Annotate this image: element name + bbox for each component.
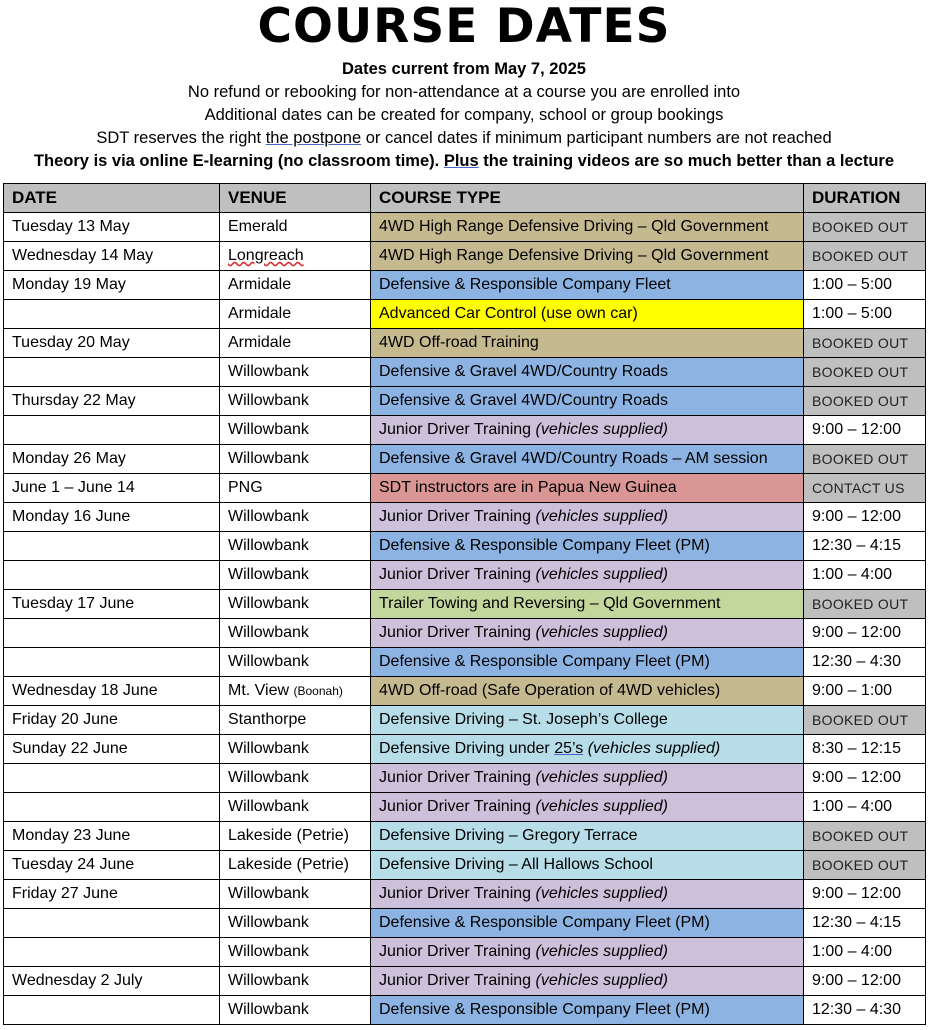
intro-postpone-a: SDT reserves the right	[96, 129, 266, 147]
venue-name: Mt. View	[228, 682, 294, 699]
cell-venue	[220, 851, 371, 880]
cell-date: Wednesday 2 July	[4, 967, 220, 996]
table-row	[4, 764, 926, 793]
table-row	[4, 677, 926, 706]
table-row	[4, 938, 926, 967]
course-name: Defensive & Gravel 4WD/Country Roads	[379, 363, 668, 380]
course-note: (vehicles supplied)	[583, 740, 721, 757]
venue-name: Willowbank	[228, 885, 309, 902]
table-body	[4, 213, 926, 1025]
venue-name: Willowbank	[228, 595, 309, 612]
cell-course-type	[371, 271, 804, 300]
cell-duration: 9:00 – 12:00	[804, 880, 926, 909]
cell-course-type	[371, 416, 804, 445]
cell-course-type	[371, 532, 804, 561]
course-name: Advanced Car Control (use own car)	[379, 305, 638, 322]
intro-theory-a: Theory is via online E-learning (no classroom time).	[33, 152, 444, 170]
venue-name: Willowbank	[228, 566, 309, 583]
cell-date	[4, 764, 220, 793]
cell-date: Tuesday 13 May	[4, 213, 220, 242]
table-row	[4, 590, 926, 619]
cell-duration: 1:00 – 4:00	[804, 561, 926, 590]
course-note: (vehicles supplied)	[535, 885, 669, 902]
cell-date: Monday 26 May	[4, 445, 220, 474]
course-note: (vehicles supplied)	[535, 798, 669, 815]
cell-date: Tuesday 17 June	[4, 590, 220, 619]
cell-duration: 12:30 – 4:15	[804, 909, 926, 938]
cell-date: Friday 27 June	[4, 880, 220, 909]
cell-venue	[220, 474, 371, 503]
cell-date: Sunday 22 June	[4, 735, 220, 764]
cell-date: Tuesday 24 June	[4, 851, 220, 880]
table-row	[4, 242, 926, 271]
venue-name: Willowbank	[228, 943, 309, 960]
cell-duration: 9:00 – 12:00	[804, 416, 926, 445]
table-row	[4, 213, 926, 242]
cell-duration: 9:00 – 12:00	[804, 967, 926, 996]
header-venue: VENUE	[220, 184, 371, 213]
cell-date: Monday 16 June	[4, 503, 220, 532]
cell-venue	[220, 619, 371, 648]
course-name: 4WD Off-road (Safe Operation of 4WD vehicles)	[379, 682, 721, 699]
course-name: Trailer Towing and Reversing – Qld Government	[379, 595, 721, 612]
cell-venue	[220, 329, 371, 358]
cell-duration: 9:00 – 12:00	[804, 619, 926, 648]
header-date: DATE	[4, 184, 220, 213]
cell-course-type	[371, 358, 804, 387]
cell-duration: BOOKED OUT	[804, 242, 926, 271]
cell-course-type	[371, 619, 804, 648]
cell-course-type	[371, 880, 804, 909]
venue-name: Willowbank	[228, 624, 309, 641]
cell-venue	[220, 706, 371, 735]
table-row	[4, 619, 926, 648]
intro-theory-c: the training videos are so much better than a lecture	[478, 152, 895, 170]
cell-course-type	[371, 938, 804, 967]
venue-name: Willowbank	[228, 450, 309, 467]
course-note: (vehicles supplied)	[535, 972, 669, 989]
table-row	[4, 851, 926, 880]
course-name: Defensive & Responsible Company Fleet (PM)	[379, 914, 710, 931]
intro-theory-note	[0, 150, 928, 173]
cell-duration: BOOKED OUT	[804, 329, 926, 358]
cell-venue	[220, 793, 371, 822]
course-name: Defensive & Responsible Company Fleet	[379, 276, 671, 293]
venue-name: PNG	[228, 479, 263, 496]
course-name: 4WD Off-road Training	[379, 334, 539, 351]
intro-additional-dates: Additional dates can be created for company, school or group bookings	[204, 106, 724, 124]
cell-course-type	[371, 445, 804, 474]
cell-date: Monday 19 May	[4, 271, 220, 300]
header-course-type: COURSE TYPE	[371, 184, 804, 213]
venue-name: Lakeside (Petrie)	[228, 856, 349, 873]
cell-course-type	[371, 967, 804, 996]
cell-course-type	[371, 648, 804, 677]
table-header-row	[4, 184, 926, 213]
venue-name: Emerald	[228, 218, 288, 235]
table-row	[4, 387, 926, 416]
cell-date: June 1 – June 14	[4, 474, 220, 503]
venue-name: Willowbank	[228, 740, 309, 757]
table-row	[4, 880, 926, 909]
table-row	[4, 474, 926, 503]
course-name: Junior Driver Training	[379, 769, 536, 786]
course-dates-table	[3, 183, 926, 1025]
table-row	[4, 822, 926, 851]
venue-name: Lakeside (Petrie)	[228, 827, 349, 844]
cell-duration: 12:30 – 4:15	[804, 532, 926, 561]
table-row	[4, 503, 926, 532]
venue-name: Willowbank	[228, 914, 309, 931]
cell-venue	[220, 445, 371, 474]
intro-postpone-c: or cancel dates if minimum participant numbers are not reached	[361, 129, 832, 147]
intro-block	[0, 58, 928, 173]
course-note: (vehicles supplied)	[535, 624, 669, 641]
course-note: (vehicles supplied)	[535, 421, 669, 438]
table-row	[4, 358, 926, 387]
course-name: SDT instructors are in Papua New Guinea	[379, 479, 677, 496]
cell-date: Thursday 22 May	[4, 387, 220, 416]
course-name: Junior Driver Training	[379, 566, 536, 583]
cell-venue	[220, 387, 371, 416]
venue-name: Willowbank	[228, 769, 309, 786]
cell-course-type	[371, 735, 804, 764]
cell-venue	[220, 967, 371, 996]
venue-name: Stanthorpe	[228, 711, 307, 728]
table-row	[4, 532, 926, 561]
cell-venue	[220, 271, 371, 300]
cell-duration: 9:00 – 12:00	[804, 503, 926, 532]
cell-course-type	[371, 677, 804, 706]
cell-course-type	[371, 213, 804, 242]
cell-date: Friday 20 June	[4, 706, 220, 735]
cell-date	[4, 532, 220, 561]
cell-date	[4, 648, 220, 677]
cell-duration: CONTACT US	[804, 474, 926, 503]
cell-venue	[220, 532, 371, 561]
course-name: Defensive & Responsible Company Fleet (PM)	[379, 537, 710, 554]
course-name: Junior Driver Training	[379, 624, 536, 641]
course-underlined: 25’s	[554, 740, 584, 757]
cell-duration: 1:00 – 4:00	[804, 793, 926, 822]
course-note: (vehicles supplied)	[535, 566, 669, 583]
cell-venue	[220, 590, 371, 619]
venue-name: Willowbank	[228, 508, 309, 525]
cell-course-type	[371, 561, 804, 590]
cell-duration: 1:00 – 5:00	[804, 300, 926, 329]
cell-duration: 9:00 – 1:00	[804, 677, 926, 706]
cell-duration: BOOKED OUT	[804, 851, 926, 880]
cell-date	[4, 416, 220, 445]
intro-postpone-notice	[0, 127, 928, 150]
venue-name: Willowbank	[228, 972, 309, 989]
course-note: (vehicles supplied)	[535, 943, 669, 960]
cell-venue	[220, 822, 371, 851]
cell-date	[4, 909, 220, 938]
cell-course-type	[371, 764, 804, 793]
cell-duration: BOOKED OUT	[804, 445, 926, 474]
cell-course-type	[371, 329, 804, 358]
cell-venue	[220, 648, 371, 677]
venue-name: Armidale	[228, 276, 292, 293]
cell-date	[4, 793, 220, 822]
venue-name: Armidale	[228, 334, 292, 351]
cell-venue	[220, 358, 371, 387]
table-row	[4, 967, 926, 996]
venue-name: Armidale	[228, 305, 292, 322]
table-row	[4, 445, 926, 474]
venue-name: Willowbank	[228, 421, 309, 438]
course-name: Junior Driver Training	[379, 943, 536, 960]
venue-name: Willowbank	[228, 1001, 309, 1018]
cell-course-type	[371, 822, 804, 851]
course-name: Defensive Driving – All Hallows School	[379, 856, 653, 873]
cell-venue	[220, 880, 371, 909]
intro-dates-current: Dates current from May 7, 2025	[342, 60, 586, 78]
cell-date	[4, 938, 220, 967]
cell-venue	[220, 503, 371, 532]
course-note: (vehicles supplied)	[535, 508, 669, 525]
course-name: Defensive & Responsible Company Fleet (PM)	[379, 653, 710, 670]
cell-course-type	[371, 851, 804, 880]
cell-venue	[220, 938, 371, 967]
cell-venue	[220, 561, 371, 590]
table-row	[4, 300, 926, 329]
table-row	[4, 706, 926, 735]
table-row	[4, 648, 926, 677]
intro-theory-underlined: Plus	[443, 152, 479, 170]
table-row	[4, 561, 926, 590]
course-name: Junior Driver Training	[379, 508, 536, 525]
venue-name: Willowbank	[228, 798, 309, 815]
table-row	[4, 271, 926, 300]
table-row	[4, 735, 926, 764]
cell-duration: BOOKED OUT	[804, 387, 926, 416]
table-row	[4, 996, 926, 1025]
course-name: Defensive & Responsible Company Fleet (PM)	[379, 1001, 710, 1018]
course-name: Defensive Driving under	[379, 740, 555, 757]
cell-course-type	[371, 300, 804, 329]
cell-course-type	[371, 793, 804, 822]
course-name: Junior Driver Training	[379, 421, 536, 438]
cell-duration: 12:30 – 4:30	[804, 648, 926, 677]
cell-date	[4, 300, 220, 329]
course-name: Defensive & Gravel 4WD/Country Roads – AM session	[379, 450, 768, 467]
cell-course-type	[371, 909, 804, 938]
cell-course-type	[371, 474, 804, 503]
cell-date	[4, 619, 220, 648]
table-row	[4, 329, 926, 358]
cell-duration: BOOKED OUT	[804, 590, 926, 619]
intro-postpone-underlined: the postpone	[265, 129, 362, 147]
cell-course-type	[371, 996, 804, 1025]
course-name: Defensive Driving – Gregory Terrace	[379, 827, 638, 844]
table-row	[4, 909, 926, 938]
course-note: (vehicles supplied)	[535, 769, 669, 786]
cell-venue	[220, 416, 371, 445]
cell-duration: BOOKED OUT	[804, 213, 926, 242]
cell-date	[4, 561, 220, 590]
cell-duration: 12:30 – 4:30	[804, 996, 926, 1025]
venue-name: Willowbank	[228, 537, 309, 554]
page-title: COURSE DATES	[257, 0, 671, 54]
cell-duration: BOOKED OUT	[804, 706, 926, 735]
cell-course-type	[371, 590, 804, 619]
venue-name: Willowbank	[228, 653, 309, 670]
course-name: Junior Driver Training	[379, 885, 536, 902]
table-row	[4, 416, 926, 445]
cell-duration: BOOKED OUT	[804, 822, 926, 851]
course-name: Defensive Driving – St. Joseph’s College	[379, 711, 668, 728]
header-duration: DURATION	[804, 184, 926, 213]
cell-venue	[220, 677, 371, 706]
cell-date: Wednesday 14 May	[4, 242, 220, 271]
cell-venue	[220, 735, 371, 764]
cell-venue	[220, 242, 371, 271]
cell-venue	[220, 764, 371, 793]
cell-venue	[220, 213, 371, 242]
cell-duration: 1:00 – 5:00	[804, 271, 926, 300]
cell-duration: 8:30 – 12:15	[804, 735, 926, 764]
cell-venue	[220, 300, 371, 329]
venue-subname: (Boonah)	[293, 684, 343, 698]
course-name: 4WD High Range Defensive Driving – Qld Government	[379, 218, 769, 235]
cell-course-type	[371, 242, 804, 271]
cell-venue	[220, 909, 371, 938]
table-row	[4, 793, 926, 822]
cell-course-type	[371, 706, 804, 735]
course-name: Defensive & Gravel 4WD/Country Roads	[379, 392, 668, 409]
course-name: Junior Driver Training	[379, 972, 536, 989]
venue-name: Longreach	[228, 247, 304, 264]
cell-date: Wednesday 18 June	[4, 677, 220, 706]
cell-course-type	[371, 387, 804, 416]
cell-duration: 9:00 – 12:00	[804, 764, 926, 793]
cell-date: Monday 23 June	[4, 822, 220, 851]
course-name: 4WD High Range Defensive Driving – Qld Government	[379, 247, 769, 264]
cell-venue	[220, 996, 371, 1025]
cell-duration: BOOKED OUT	[804, 358, 926, 387]
course-name: Junior Driver Training	[379, 798, 536, 815]
cell-date	[4, 358, 220, 387]
venue-name: Willowbank	[228, 392, 309, 409]
cell-duration: 1:00 – 4:00	[804, 938, 926, 967]
cell-course-type	[371, 503, 804, 532]
cell-date: Tuesday 20 May	[4, 329, 220, 358]
venue-name: Willowbank	[228, 363, 309, 380]
intro-refund-policy: No refund or rebooking for non-attendance at a course you are enrolled into	[187, 83, 741, 101]
cell-date	[4, 996, 220, 1025]
